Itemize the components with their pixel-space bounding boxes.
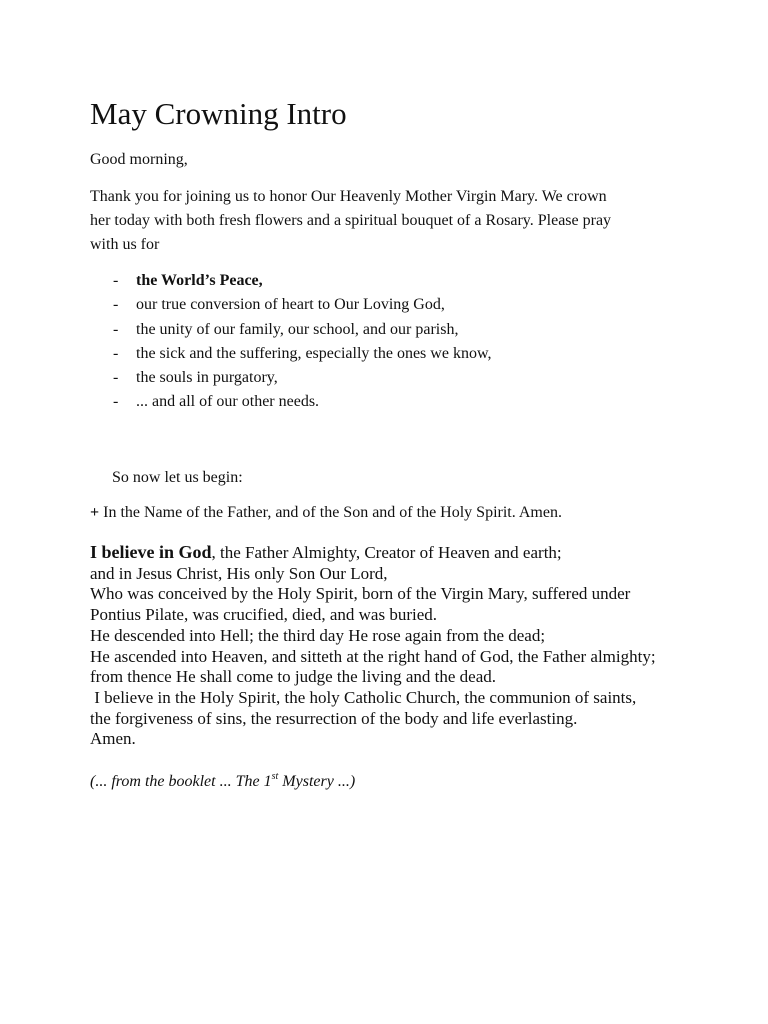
intention-text: the souls in purgatory, [136, 369, 278, 387]
creed-line-text: , the Father Almighty, Creator of Heaven and earth; [211, 543, 562, 562]
note-superscript: st [271, 771, 279, 782]
intro-line-1: Thank you for joining us to honor Our Heavenly Mother Virgin Mary. We crown [90, 188, 607, 205]
creed-heading: I believe in God [90, 542, 212, 562]
creed-line: from thence He shall come to judge the living and the dead. [90, 667, 496, 687]
intro-paragraph [90, 185, 690, 257]
page-title: May Crowning Intro [90, 96, 347, 131]
creed-line: the forgiveness of sins, the resurrection of the body and life everlasting. [90, 708, 578, 728]
intention-text: the World’s Peace, [136, 272, 263, 289]
note-prefix: (... from the booklet ... The 1 [90, 773, 272, 790]
list-dash: - [113, 320, 119, 338]
list-dash: - [113, 369, 119, 387]
sign-of-cross-text: In the Name of the Father, and of the Son and of the Holy Spirit. Amen. [99, 504, 562, 521]
greeting: Good morning, [90, 151, 188, 168]
list-item [113, 318, 491, 342]
list-dash: - [113, 393, 119, 411]
creed-line: Pontius Pilate, was crucified, died, and was buried. [90, 605, 438, 625]
list-item [113, 390, 491, 414]
list-item [113, 366, 491, 390]
creed-line: Amen. [90, 729, 136, 749]
list-dash: - [113, 344, 119, 362]
booklet-note [90, 770, 355, 794]
list-dash: - [113, 272, 119, 289]
creed-line: He ascended into Heaven, and sitteth at the right hand of God, the Father almighty; [90, 646, 656, 666]
intention-text: ... and all of our other needs. [136, 393, 320, 411]
list-item [113, 293, 491, 317]
intro-line-2: her today with both fresh flowers and a spiritual bouquet of a Rosary. Please pray [90, 212, 612, 229]
intentions-list [113, 269, 491, 415]
creed-line: I believe in the Holy Spirit, the holy Catholic Church, the communion of saints, [90, 687, 637, 707]
note-suffix: Mystery ...) [278, 773, 356, 790]
creed-line: He descended into Hell; the third day He rose again from the dead; [90, 625, 546, 645]
intention-text: the unity of our family, our school, and our parish, [136, 320, 459, 338]
intention-text: the sick and the suffering, especially the ones we know, [136, 344, 492, 362]
list-dash: - [113, 296, 119, 314]
creed-line: Who was conceived by the Holy Spirit, born of the Virgin Mary, suffered under [90, 584, 631, 604]
list-item [113, 269, 491, 293]
begin-line: So now let us begin: [112, 469, 243, 486]
creed-line: and in Jesus Christ, His only Son Our Lord, [90, 563, 388, 583]
apostles-creed [90, 542, 656, 750]
list-item [113, 342, 491, 366]
intention-text: our true conversion of heart to Our Loving God, [136, 296, 445, 314]
cross-symbol: + [90, 504, 100, 521]
intro-line-3: with us for [90, 236, 160, 253]
creed-line [90, 542, 656, 564]
sign-of-cross [90, 501, 730, 525]
